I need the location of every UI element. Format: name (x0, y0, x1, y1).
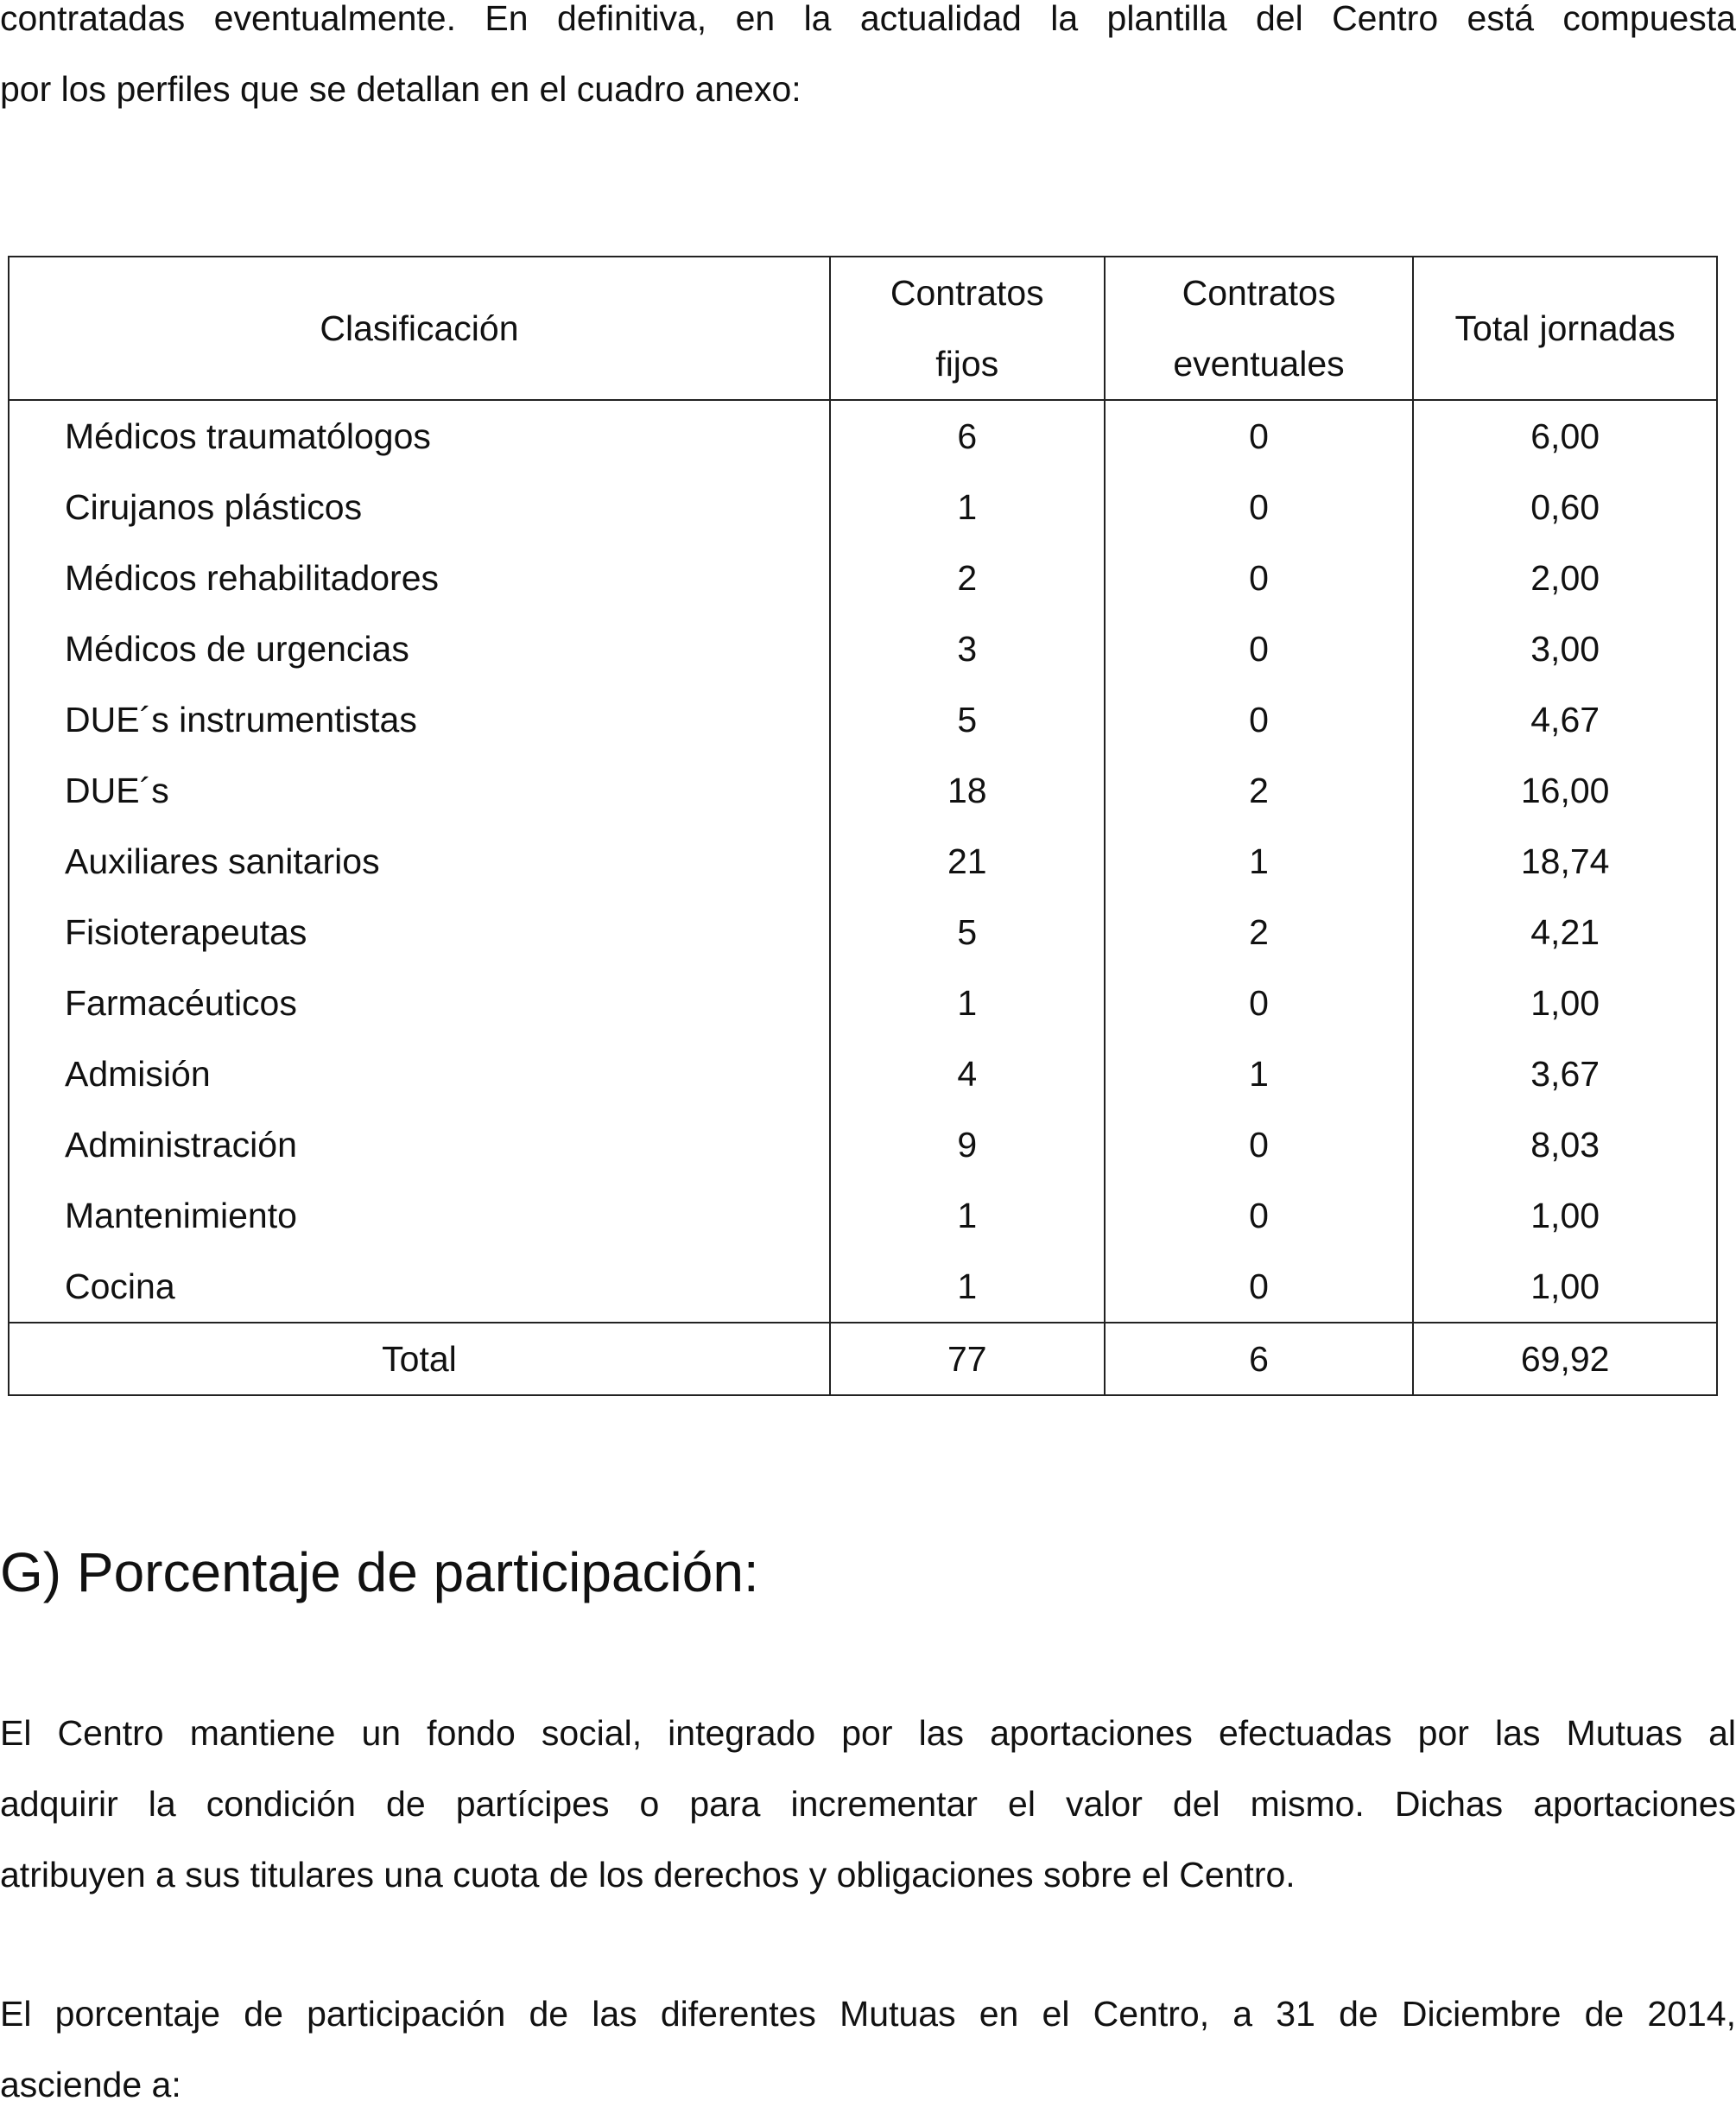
row-fijos: 5 (830, 897, 1105, 968)
total-jornadas: 69,92 (1413, 1323, 1717, 1395)
row-name: Cocina (9, 1251, 830, 1323)
row-fijos: 1 (830, 968, 1105, 1038)
header-clasificacion: Clasificación (9, 257, 830, 400)
row-name: Médicos traumatólogos (9, 400, 830, 472)
table-row (9, 472, 1717, 543)
row-name: Médicos rehabilitadores (9, 543, 830, 613)
row-fijos: 1 (830, 1251, 1105, 1323)
row-jornadas: 1,00 (1413, 1180, 1717, 1251)
row-jornadas: 3,67 (1413, 1038, 1717, 1109)
section-heading: G) Porcentaje de participación: (0, 1541, 759, 1603)
row-eventuales: 2 (1105, 755, 1414, 826)
row-eventuales: 0 (1105, 1251, 1414, 1323)
porcentaje-paragraph (0, 1978, 1736, 2120)
header-fijos-line-1: Contratos (890, 273, 1044, 313)
header-eventuales-line-2: eventuales (1173, 344, 1345, 384)
table-row (9, 1038, 1717, 1109)
staff-table (8, 256, 1718, 1396)
table-row (9, 684, 1717, 755)
table-header-row (9, 257, 1717, 400)
row-fijos: 9 (830, 1109, 1105, 1180)
fondo-social-paragraph (0, 1698, 1736, 1910)
row-fijos: 1 (830, 1180, 1105, 1251)
table-row (9, 543, 1717, 613)
row-fijos: 1 (830, 472, 1105, 543)
header-total-jornadas: Total jornadas (1413, 257, 1717, 400)
row-jornadas: 16,00 (1413, 755, 1717, 826)
header-eventuales-line-1: Contratos (1182, 273, 1336, 313)
row-fijos: 18 (830, 755, 1105, 826)
row-eventuales: 0 (1105, 1180, 1414, 1251)
total-fijos: 77 (830, 1323, 1105, 1395)
header-contratos-eventuales (1105, 257, 1414, 400)
table-row (9, 826, 1717, 897)
table-row (9, 613, 1717, 684)
row-jornadas: 18,74 (1413, 826, 1717, 897)
header-fijos-line-2: fijos (935, 344, 999, 384)
row-eventuales: 0 (1105, 472, 1414, 543)
table-row (9, 755, 1717, 826)
row-name: Cirujanos plásticos (9, 472, 830, 543)
row-eventuales: 0 (1105, 684, 1414, 755)
row-name: Administración (9, 1109, 830, 1180)
table-row (9, 1109, 1717, 1180)
table-row (9, 400, 1717, 472)
table-row (9, 1251, 1717, 1323)
row-jornadas: 4,21 (1413, 897, 1717, 968)
row-jornadas: 6,00 (1413, 400, 1717, 472)
row-name: Auxiliares sanitarios (9, 826, 830, 897)
para2-line-3: atribuyen a sus titulares una cuota de los derechos y obligaciones sobre el Centro. (0, 1855, 1296, 1895)
row-fijos: 5 (830, 684, 1105, 755)
row-name: Admisión (9, 1038, 830, 1109)
para3-line-2: asciende a: (0, 2065, 181, 2104)
row-name: DUE´s (9, 755, 830, 826)
row-eventuales: 1 (1105, 1038, 1414, 1109)
row-eventuales: 2 (1105, 897, 1414, 968)
row-eventuales: 0 (1105, 400, 1414, 472)
row-fijos: 2 (830, 543, 1105, 613)
row-jornadas: 1,00 (1413, 968, 1717, 1038)
row-eventuales: 1 (1105, 826, 1414, 897)
row-name: Médicos de urgencias (9, 613, 830, 684)
row-fijos: 6 (830, 400, 1105, 472)
row-fijos: 4 (830, 1038, 1105, 1109)
row-jornadas: 2,00 (1413, 543, 1717, 613)
row-name: Mantenimiento (9, 1180, 830, 1251)
table-row (9, 968, 1717, 1038)
row-name: Farmacéuticos (9, 968, 830, 1038)
table-row (9, 1180, 1717, 1251)
row-jornadas: 4,67 (1413, 684, 1717, 755)
row-jornadas: 8,03 (1413, 1109, 1717, 1180)
row-eventuales: 0 (1105, 1109, 1414, 1180)
intro-line-2: por los perfiles que se detallan en el cuadro anexo: (0, 69, 801, 109)
para2-line-1: El Centro mantiene un fondo social, integrado por las aportaciones efectuadas por las Mutuas al (0, 1713, 1736, 1753)
row-name: Fisioterapeutas (9, 897, 830, 968)
row-jornadas: 1,00 (1413, 1251, 1717, 1323)
row-name: DUE´s instrumentistas (9, 684, 830, 755)
row-eventuales: 0 (1105, 543, 1414, 613)
row-fijos: 3 (830, 613, 1105, 684)
row-eventuales: 0 (1105, 613, 1414, 684)
table-total-row (9, 1323, 1717, 1395)
row-eventuales: 0 (1105, 968, 1414, 1038)
table-row (9, 897, 1717, 968)
total-eventuales: 6 (1105, 1323, 1414, 1395)
row-fijos: 21 (830, 826, 1105, 897)
total-label: Total (9, 1323, 830, 1395)
intro-line-1: contratadas eventualmente. En definitiva, en la actualidad la plantilla del Centro está compuesta (0, 0, 1736, 38)
para3-line-1: El porcentaje de participación de las diferentes Mutuas en el Centro, a 31 de Diciembre de 2014, (0, 1994, 1736, 2034)
row-jornadas: 0,60 (1413, 472, 1717, 543)
intro-paragraph (0, 0, 1736, 124)
para2-line-2: adquirir la condición de partícipes o para incrementar el valor del mismo. Dichas aportaciones (0, 1784, 1736, 1824)
row-jornadas: 3,00 (1413, 613, 1717, 684)
header-contratos-fijos (830, 257, 1105, 400)
